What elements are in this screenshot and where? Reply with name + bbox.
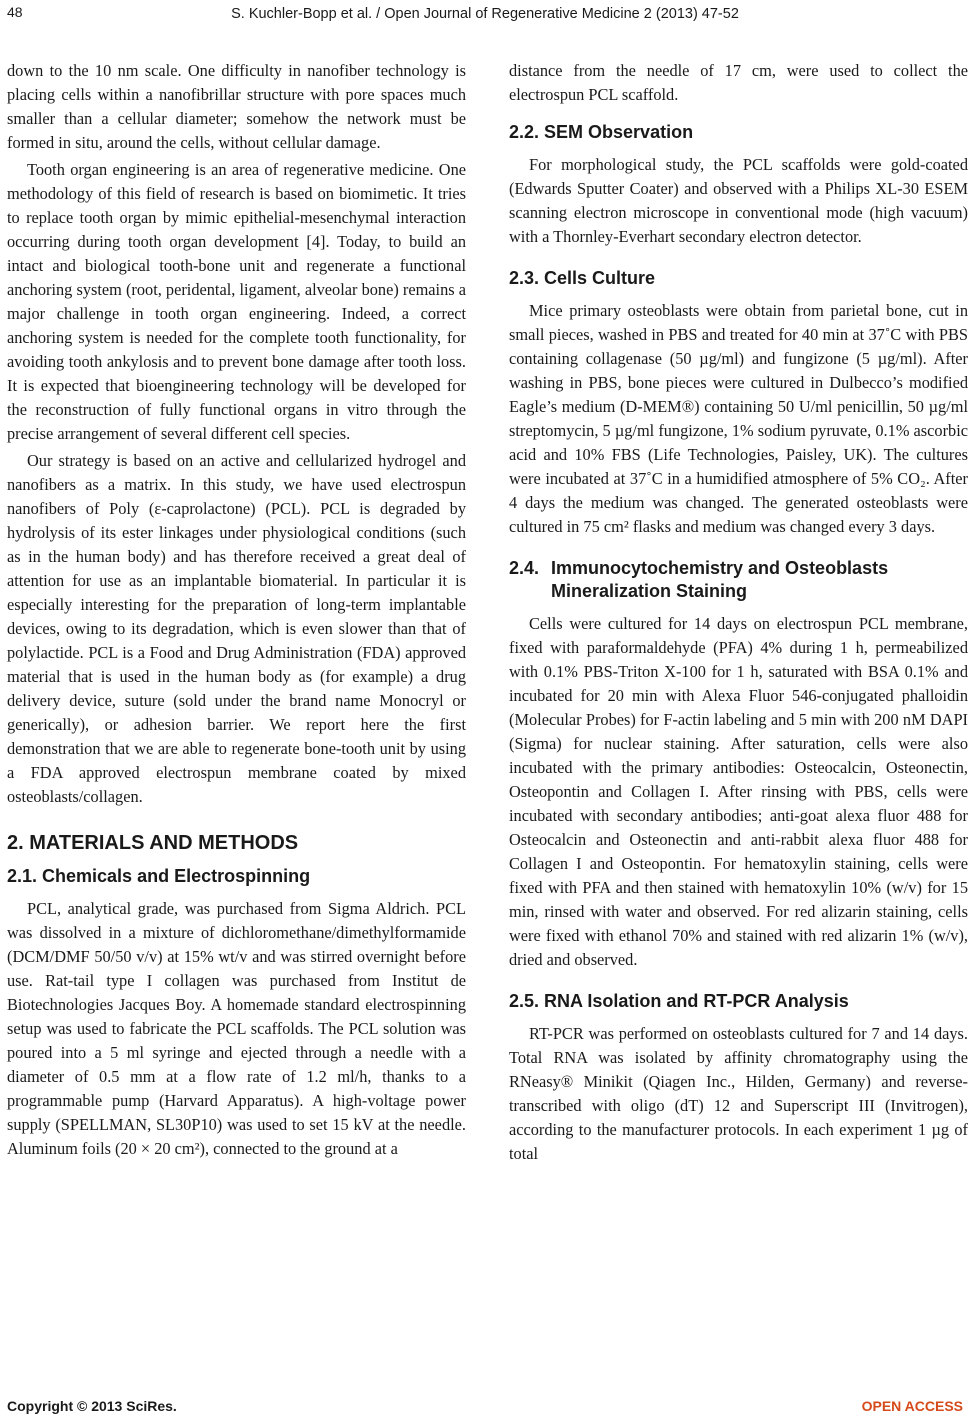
subsection-heading: 2.2. SEM Observation [509,122,694,142]
right-column [509,59,968,1166]
left-column [7,59,466,1161]
page-number: 48 [7,4,23,20]
subsection-heading: 2.5. RNA Isolation and RT-PCR Analysis [509,991,849,1011]
subsection-number: 2.4. [509,558,540,578]
subsection-heading [509,557,968,603]
paragraph: Tooth organ engineering is an area of regenerative medicine. One methodology of this field of research is based on biomimetic. It tries to replace tooth organ by mimic epithelial-mesenchymal interaction occurring during tooth organ development [4]. Today, to build an intact and biological tooth-bone unit and regenerate a functional anchoring system (root, peridental, ligament, alveolar bone) remains a major challenge in tooth organ engineering. Indeed, a correct anchoring system is needed for the complete tooth functionality, for avoiding tooth ankylosis and to prevent bone damage after tooth loss. It is expected that bioengineering technology will be developed for the reconstruction of fully functional organs in vitro through the precise arrangement of several different cell species. [7,160,466,443]
subsection-heading: 2.3. Cells Culture [509,268,656,288]
running-head: S. Kuchler-Bopp et al. / Open Journal of Regenerative Medicine 2 (2013) 47-52 [231,6,739,22]
subsection-title-line: Immunocytochemistry and Osteoblasts [551,558,889,578]
paragraph: PCL, analytical grade, was purchased from Sigma Aldrich. PCL was dissolved in a mixture of dichloromethane/dimethylformamide (DCM/DMF 50/50 v/v) at 15% wt/v and was stirred overnight before use. Rat-tail type I collagen was purchased from Institut de Biotechnologies Jacques Boy. A homemade standard electrospinning setup was used to fabricate the PCL scaffolds. The PCL solution was poured into a 5 ml syringe and ejected through a needle with a diameter of 0.5 mm at a flow rate of 1.2 ml/h, thanks to a programmable pump (Harvard Apparatus). A high-voltage power supply (SPELLMAN, SL30P10) was used to set 15 kV at the needle. Aluminum foils (20 × 20 cm²), connected to the ground at a [7,899,466,1158]
paragraph: distance from the needle of 17 cm, were used to collect the electrospun PCL scaffold. [509,61,968,104]
copyright-notice: Copyright © 2013 SciRes. [7,1398,177,1414]
paragraph: Mice primary osteoblasts were obtain from parietal bone, cut in small pieces, washed in PBS and treated for 40 min at 37˚C with PBS containing collagenase (50 µg/ml) and fungizone (5 µg/ml). After washing in PBS, bone pieces were cultured in Dulbecco’s modified Eagle’s medium (D-MEM®) containing 50 U/ml penicillin, 50 µg/ml streptomycin, 5 µg/ml fungizone, 1% sodium pyruvate, 0.1% ascorbic acid and 10% FBS (Life Technologies, Paisley, UK). The cultures were incubated at 37˚C in a humidified atmosphere of 5% CO₂. After 4 days the medium was changed. The generated osteoblasts were cultured in 75 cm² flasks and medium was changed every 3 days. [509,301,968,536]
open-access-label: OPEN ACCESS [861,1398,963,1414]
paragraph: For morphological study, the PCL scaffolds were gold-coated (Edwards Sputter Coater) and observed with a Philips XL-30 ESEM scanning electron microscope in conventional mode (high vacuum) with a Thornley-Everhart secondary electron detector. [509,155,968,246]
subsection-title-line: Mineralization Staining [551,581,748,601]
paragraph: down to the 10 nm scale. One difficulty in nanofiber technology is placing cells within a nanofibrillar structure with pore spaces much smaller than a cellular diameter; somehow the network must be formed in situ, around the cells, without cellular damage. [7,61,466,152]
section-heading: 2. MATERIALS AND METHODS [7,832,299,854]
subsection-heading: 2.1. Chemicals and Electrospinning [7,866,311,886]
page-footer [0,1398,970,1418]
paragraph: Our strategy is based on an active and cellularized hydrogel and nanofibers as a matrix. In this study, we have used electrospun nanofibers of Poly (ε-caprolactone) (PCL). PCL is degraded by hydrolysis of its ester linkages under physiological conditions (such as in the human body) and has therefore received a great deal of attention for use as an implantable biomaterial. In particular it is especially interesting for the preparation of long-term implantable devices, owing to its degradation, which is even slower than that of polylactide. PCL is a Food and Drug Administration (FDA) approved material that is used in the human body as (for example) a drug delivery device, suture (sold under the brand name Monocryl or generically), or adhesion barrier. We report here the first demonstration that we are able to regenerate bone-tooth unit by using a FDA approved electrospun membrane coated by mixed osteoblasts/collagen. [7,451,466,806]
page-header [0,4,970,26]
paragraph: RT-PCR was performed on osteoblasts cultured for 7 and 14 days. Total RNA was isolated by affinity chromatography using the RNeasy® Minikit (Qiagen Inc., Hilden, Germany) and reverse-transcribed with oligo (dT) 12 and Superscript III (Invitrogen), according to the manufacturer protocols. In each experiment 1 µg of total [509,1024,968,1163]
paragraph: Cells were cultured for 14 days on electrospun PCL membrane, fixed with paraformaldehyde (PFA) 4% during 1 h, permeabilized with 0.1% PBS-Triton X-100 for 1 h, saturated with BSA 0.1% and incubated for 20 min with Alexa Fluor 546-conjugated phalloidin (Molecular Probes) for F-actin labeling and 5 min with 200 nM DAPI (Sigma) for nuclear staining. After saturation, cells were also incubated with the primary antibodies: Osteocalcin, Osteonectin, Osteopontin and Collagen I. After rinsing with PBS, cells were incubated with secondary antibodies; anti-goat alexa fluor 488 for Osteocalcin and Osteonectin and anti-rabbit alexa fluor 488 for Collagen I and Osteopontin. For hematoxylin staining, cells were fixed with PFA and then stained with hematoxylin 10% (w/v) for 15 min, rinsed with water and observed. For red alizarin staining, cells were fixed with ethanol 70% and stained with red alizarin 1% (w/v), dried and observed. [509,614,968,969]
